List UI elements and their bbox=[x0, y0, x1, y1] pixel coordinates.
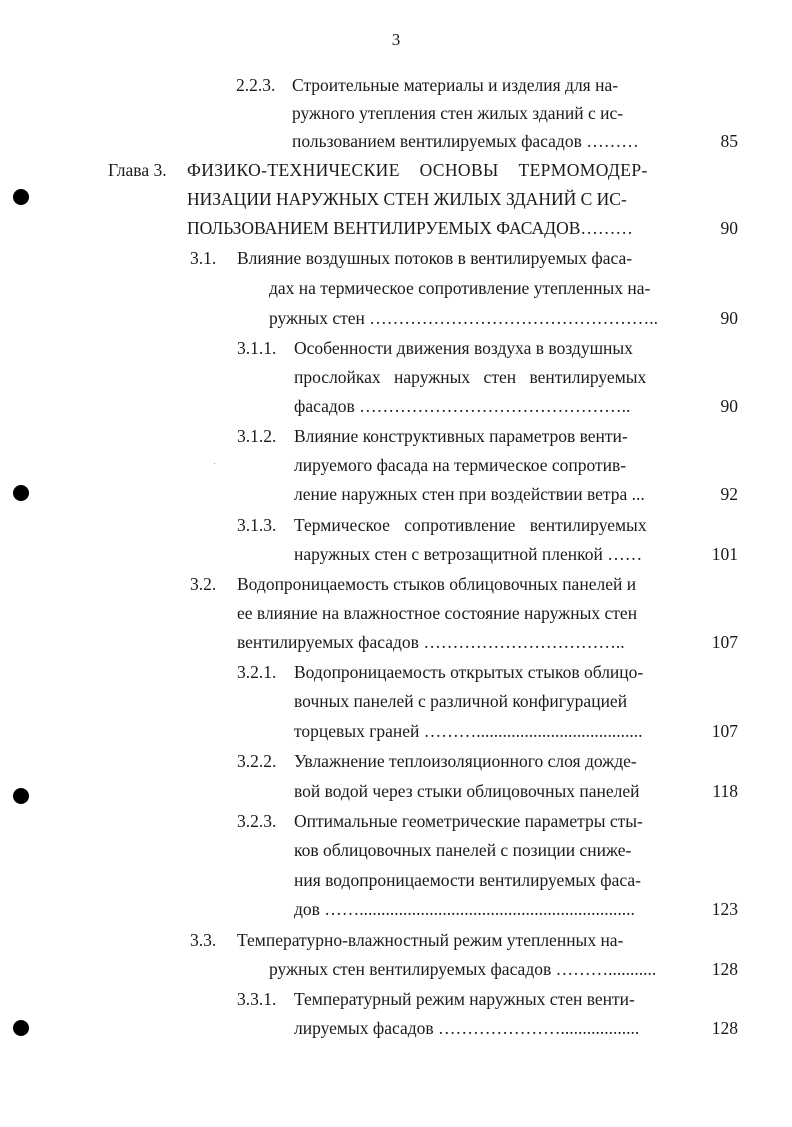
toc-entry-line: вочных панелей с различной конфигурацией bbox=[294, 691, 628, 711]
toc-entry-line: Водопроницаемость стыков облицовочных панелей и bbox=[237, 574, 637, 594]
toc-page-ref: 101 bbox=[711, 544, 738, 564]
toc-entry-number: 3.2.2. bbox=[237, 751, 277, 771]
toc-entry-number: 3.2.1. bbox=[237, 662, 277, 682]
toc-page-ref: 107 bbox=[711, 632, 738, 652]
toc-entry-line: дах на термическое сопротивление утепленных на- bbox=[269, 278, 651, 298]
toc-page-ref: 85 bbox=[720, 131, 738, 151]
toc-page-ref: 123 bbox=[711, 899, 738, 919]
toc-entry-line: ружных стен вентилируемых фасадов ………........... bbox=[269, 959, 657, 979]
toc-entry-line: Оптимальные геометрические параметры сты- bbox=[294, 811, 643, 831]
toc-entry-number: 3.1. bbox=[190, 248, 217, 268]
toc-entry-number: 2.2.3. bbox=[236, 75, 276, 95]
toc-entry-line: ков облицовочных панелей с позиции сниже- bbox=[294, 840, 632, 860]
toc-entry-line: Особенности движения воздуха в воздушных bbox=[294, 338, 633, 358]
toc-entry-line: вой водой через стыки облицовочных панелей bbox=[294, 781, 640, 801]
toc-entry-number: 3.2. bbox=[190, 574, 217, 594]
toc-entry-line: ление наружных стен при воздействии ветра ... bbox=[294, 484, 645, 504]
toc-entry-line: Температурный режим наружных стен венти- bbox=[294, 989, 635, 1009]
toc-entry-line: Влияние конструктивных параметров венти- bbox=[294, 426, 628, 446]
toc-entry-line: ее влияние на влажностное состояние наружных стен bbox=[237, 603, 638, 623]
toc-entry-line: ния водопроницаемости вентилируемых фаса- bbox=[294, 870, 641, 890]
toc-entry-number: 3.1.1. bbox=[237, 338, 277, 358]
toc-page-ref: 92 bbox=[720, 484, 738, 504]
toc-page-ref: 128 bbox=[711, 959, 738, 979]
toc-page-ref: 90 bbox=[720, 308, 738, 328]
toc-page-ref: 90 bbox=[720, 218, 738, 238]
toc-entry-line: наружных стен с ветрозащитной пленкой …… bbox=[294, 544, 643, 564]
binder-hole-mark bbox=[13, 788, 29, 804]
toc-entry-line: ФИЗИКО-ТЕХНИЧЕСКИЕ ОСНОВЫ ТЕРМОМОДЕР- bbox=[187, 160, 648, 180]
binder-hole-mark bbox=[13, 485, 29, 501]
toc-entry-line: Температурно-влажностный режим утепленных на- bbox=[237, 930, 624, 950]
toc-entry-line: Влияние воздушных потоков в вентилируемых фаса- bbox=[237, 248, 633, 268]
toc-page-ref: 90 bbox=[720, 396, 738, 416]
toc-entry-line: НИЗАЦИИ НАРУЖНЫХ СТЕН ЖИЛЫХ ЗДАНИЙ С ИС- bbox=[187, 189, 627, 209]
toc-entry-line: Строительные материалы и изделия для на- bbox=[292, 75, 619, 95]
page-number: 3 bbox=[391, 30, 401, 49]
toc-page-ref: 128 bbox=[711, 1018, 738, 1038]
toc-entry-line: Увлажнение теплоизоляционного слоя дожде- bbox=[294, 751, 637, 771]
toc-entry-line: фасадов ……………………………………….. bbox=[294, 396, 631, 416]
toc-entry-line: ПОЛЬЗОВАНИЕМ ВЕНТИЛИРУЕМЫХ ФАСАДОВ……… bbox=[187, 218, 633, 238]
scan-speck bbox=[214, 463, 215, 464]
binder-hole-mark bbox=[13, 189, 29, 205]
toc-entry-line: ружного утепления стен жилых зданий с ис- bbox=[292, 103, 624, 123]
binder-hole-mark bbox=[13, 1020, 29, 1036]
toc-page-ref: 118 bbox=[712, 781, 738, 801]
toc-page-ref: 107 bbox=[711, 721, 738, 741]
toc-entry-line: лируемого фасада на термическое сопротив- bbox=[294, 455, 627, 475]
toc-entry-line: Водопроницаемость открытых стыков облицо- bbox=[294, 662, 644, 682]
toc-entry-number: 3.1.3. bbox=[237, 515, 277, 535]
toc-entry-number: 3.3.1. bbox=[237, 989, 277, 1009]
toc-entry-line: торцевых граней ………...................................... bbox=[294, 721, 643, 741]
toc-entry-number: Глава 3. bbox=[108, 160, 167, 180]
toc-entry-number: 3.2.3. bbox=[237, 811, 277, 831]
toc-entry-line: пользованием вентилируемых фасадов ……… bbox=[292, 131, 639, 151]
toc-entry-line: ружных стен ………………………………………….. bbox=[269, 308, 659, 328]
toc-entry-line: вентилируемых фасадов …………………………….. bbox=[237, 632, 625, 652]
toc-entry-line: Термическое сопротивление вентилируемых bbox=[294, 515, 647, 535]
toc-entry-line: лируемых фасадов ………………….................. bbox=[294, 1018, 640, 1038]
toc-entry-line: прослойках наружных стен вентилируемых bbox=[294, 367, 647, 387]
toc-entry-line: дов ……............................................................... bbox=[294, 899, 635, 919]
toc-entry-number: 3.3. bbox=[190, 930, 217, 950]
toc-entry-number: 3.1.2. bbox=[237, 426, 277, 446]
